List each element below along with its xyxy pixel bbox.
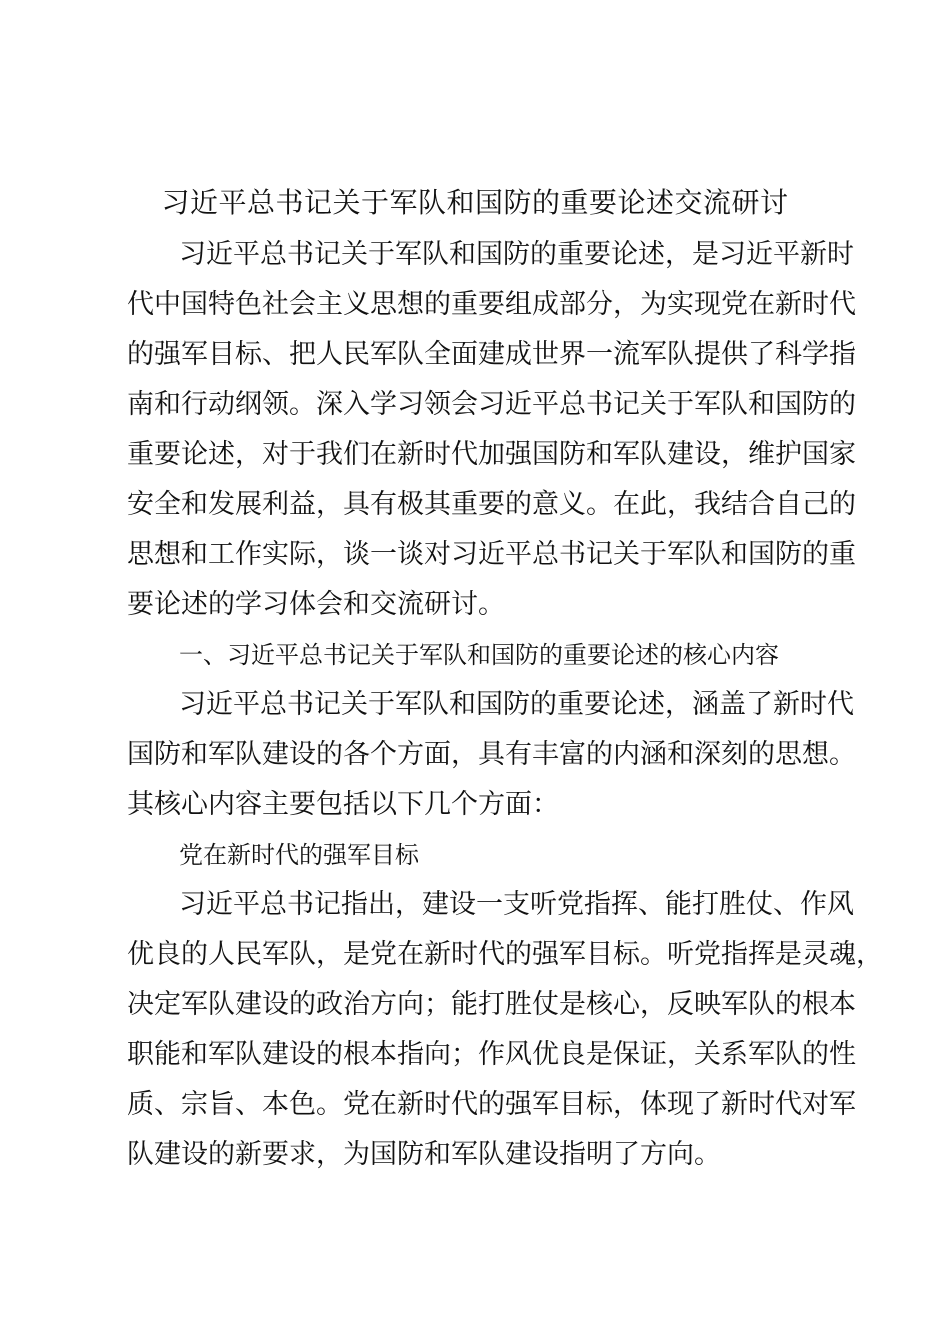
text-line: 其核心内容主要包括以下几个方面： bbox=[127, 789, 559, 820]
text-line: 职能和军队建设的根本指向；作风优良是保证，关系军队的性 bbox=[127, 1039, 856, 1070]
text-line: 国防和军队建设的各个方面，具有丰富的内涵和深刻的思想。 bbox=[127, 739, 856, 770]
text-line: 重要论述，对于我们在新时代加强国防和军队建设，维护国家 bbox=[127, 439, 856, 470]
text-line: 要论述的学习体会和交流研讨。 bbox=[127, 589, 505, 620]
document-title: 习近平总书记关于军队和国防的重要论述交流研讨 bbox=[161, 186, 789, 219]
text-line: 的强军目标、把人民军队全面建成世界一流军队提供了科学指 bbox=[127, 339, 856, 370]
text-line: 优良的人民军队，是党在新时代的强军目标。听党指挥是灵魂， bbox=[127, 939, 883, 970]
text-line: 习近平总书记关于军队和国防的重要论述，是习近平新时 bbox=[179, 239, 854, 270]
text-line: 代中国特色社会主义思想的重要组成部分，为实现党在新时代 bbox=[127, 289, 856, 320]
text-line: 习近平总书记关于军队和国防的重要论述，涵盖了新时代 bbox=[179, 689, 854, 720]
text-line: 习近平总书记指出，建设一支听党指挥、能打胜仗、作风 bbox=[179, 889, 854, 920]
text-line: 决定军队建设的政治方向；能打胜仗是核心，反映军队的根本 bbox=[127, 989, 856, 1020]
text-line: 思想和工作实际，谈一谈对习近平总书记关于军队和国防的重 bbox=[127, 539, 856, 570]
section-heading: 一、习近平总书记关于军队和国防的重要论述的核心内容 bbox=[179, 641, 779, 669]
text-line: 南和行动纲领。深入学习领会习近平总书记关于军队和国防的 bbox=[127, 389, 856, 420]
document-body bbox=[127, 230, 883, 1180]
subsection-heading: 党在新时代的强军目标 bbox=[179, 841, 419, 869]
text-line: 队建设的新要求，为国防和军队建设指明了方向。 bbox=[127, 1139, 721, 1170]
text-line: 质、宗旨、本色。党在新时代的强军目标，体现了新时代对军 bbox=[127, 1089, 856, 1120]
text-line: 安全和发展利益，具有极其重要的意义。在此，我结合自己的 bbox=[127, 489, 856, 520]
